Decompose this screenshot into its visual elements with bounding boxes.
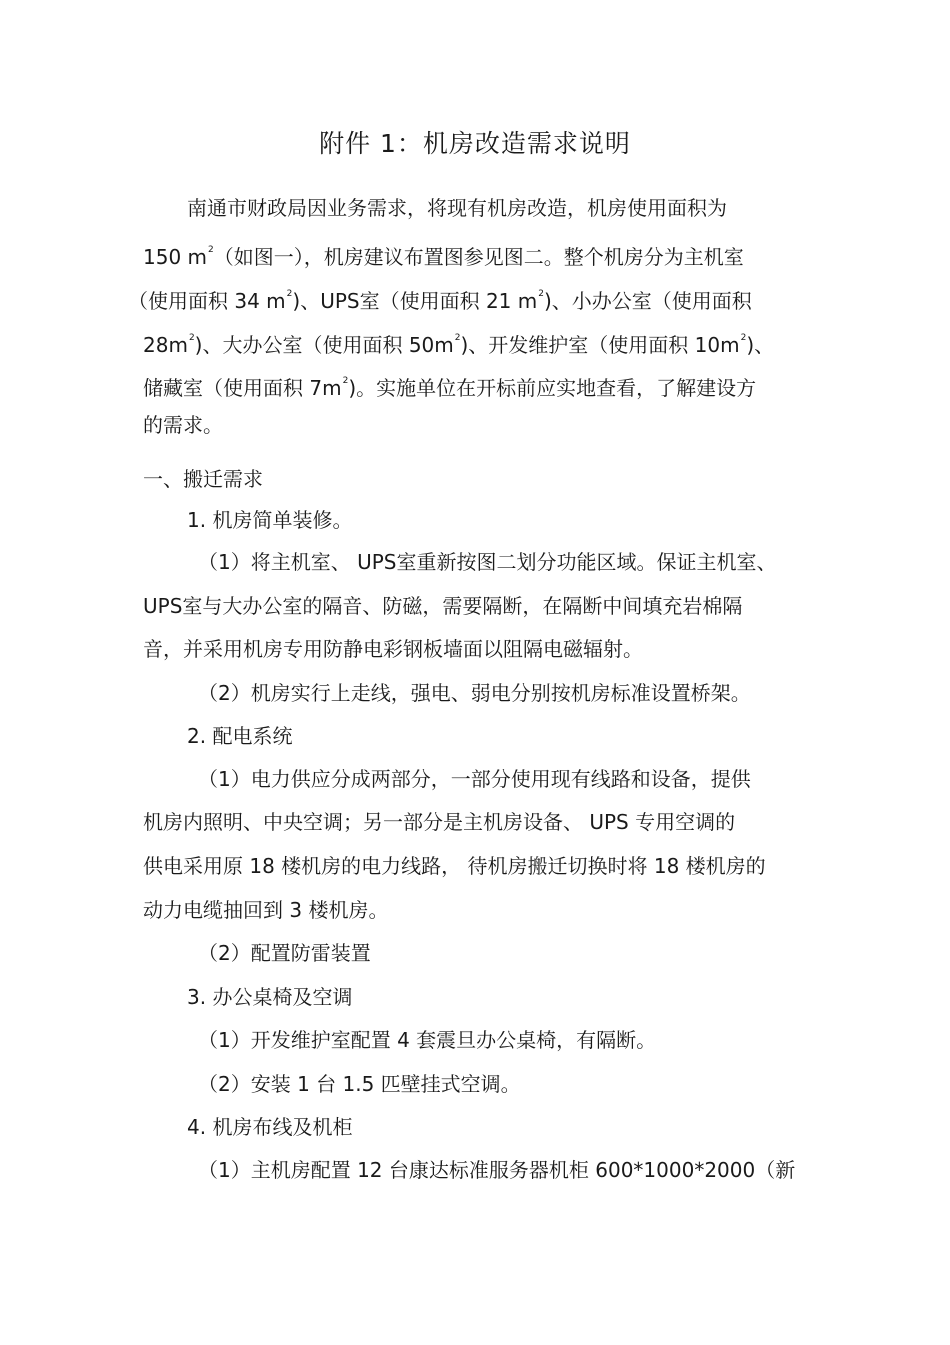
section-heading-relocation: 一、搬迁需求 bbox=[143, 467, 263, 491]
page-title: 附件 1：机房改造需求说明 bbox=[319, 129, 631, 158]
intro-line-1: 南通市财政局因业务需求，将现有机房改造，机房使用面积为 bbox=[187, 196, 727, 220]
area-dev-room: )、开发维护室（使用面积 10m bbox=[460, 333, 740, 357]
square-superscript: 2 bbox=[538, 289, 544, 299]
intro-line-5 bbox=[143, 365, 756, 404]
intro-line-5-tail: )。实施单位在开标前应实地查看，了解建设方 bbox=[348, 376, 757, 400]
intro-line-3-tail: )、小办公室（使用面积 bbox=[543, 289, 752, 313]
intro-line-4 bbox=[143, 322, 774, 361]
power-p2: （2）配置防雷装置 bbox=[198, 941, 371, 965]
intro-line-6: 的需求。 bbox=[143, 413, 223, 437]
area-main-room: （使用面积 34 m bbox=[128, 289, 286, 313]
renovation-p1-line-3: 音，并采用机房专用防静电彩钢板墙面以阻隔电磁辐射。 bbox=[143, 637, 643, 661]
item-heading-power: 2. 配电系统 bbox=[187, 724, 293, 748]
cabling-p1-line-1: （1）主机房配置 12 台康达标准服务器机柜 600*1000*2000（新 bbox=[198, 1158, 796, 1182]
square-superscript: 2 bbox=[454, 333, 461, 343]
furniture-p2: （2）安装 1 台 1.5 匹壁挂式空调。 bbox=[198, 1072, 521, 1096]
area-ups-room: )、UPS室（使用面积 21 m bbox=[292, 289, 538, 313]
intro-line-4-tail: )、 bbox=[746, 333, 775, 357]
intro-line-3 bbox=[128, 278, 752, 317]
area-small-office: 28m bbox=[143, 333, 188, 357]
intro-line-2 bbox=[143, 234, 744, 273]
item-heading-renovation: 1. 机房简单装修。 bbox=[187, 508, 353, 532]
square-superscript: 2 bbox=[208, 245, 214, 255]
power-p1-line-2: 机房内照明、中央空调；另一部分是主机房设备、 UPS 专用空调的 bbox=[143, 810, 736, 834]
square-superscript: 2 bbox=[740, 333, 747, 343]
renovation-p1-line-1: （1）将主机室、 UPS室重新按图二划分功能区域。保证主机室、 bbox=[198, 550, 777, 574]
furniture-p1: （1）开发维护室配置 4 套震旦办公桌椅，有隔断。 bbox=[198, 1028, 657, 1052]
area-storage: 储藏室（使用面积 7m bbox=[143, 376, 342, 400]
item-heading-cabling: 4. 机房布线及机柜 bbox=[187, 1115, 353, 1139]
square-superscript: 2 bbox=[188, 333, 195, 343]
item-heading-furniture: 3. 办公桌椅及空调 bbox=[187, 985, 353, 1009]
renovation-p2: （2）机房实行上走线，强电、弱电分别按机房标准设置桥架。 bbox=[198, 681, 751, 705]
intro-line-2-text: （如图一），机房建议布置图参见图二。整个机房分为主机室 bbox=[213, 245, 744, 269]
power-p1-line-3: 供电采用原 18 楼机房的电力线路， 待机房搬迁切换时将 18 楼机房的 bbox=[143, 854, 766, 878]
square-superscript: 2 bbox=[342, 376, 349, 386]
power-p1-line-4: 动力电缆抽回到 3 楼机房。 bbox=[143, 898, 389, 922]
renovation-p1-line-2: UPS室与大办公室的隔音、防磁，需要隔断，在隔断中间填充岩棉隔 bbox=[143, 594, 743, 618]
area-large-office: )、大办公室（使用面积 50m bbox=[194, 333, 454, 357]
power-p1-line-1: （1）电力供应分成两部分，一部分使用现有线路和设备，提供 bbox=[198, 767, 751, 791]
area-total: 150 m bbox=[143, 245, 208, 269]
square-superscript: 2 bbox=[286, 289, 293, 299]
